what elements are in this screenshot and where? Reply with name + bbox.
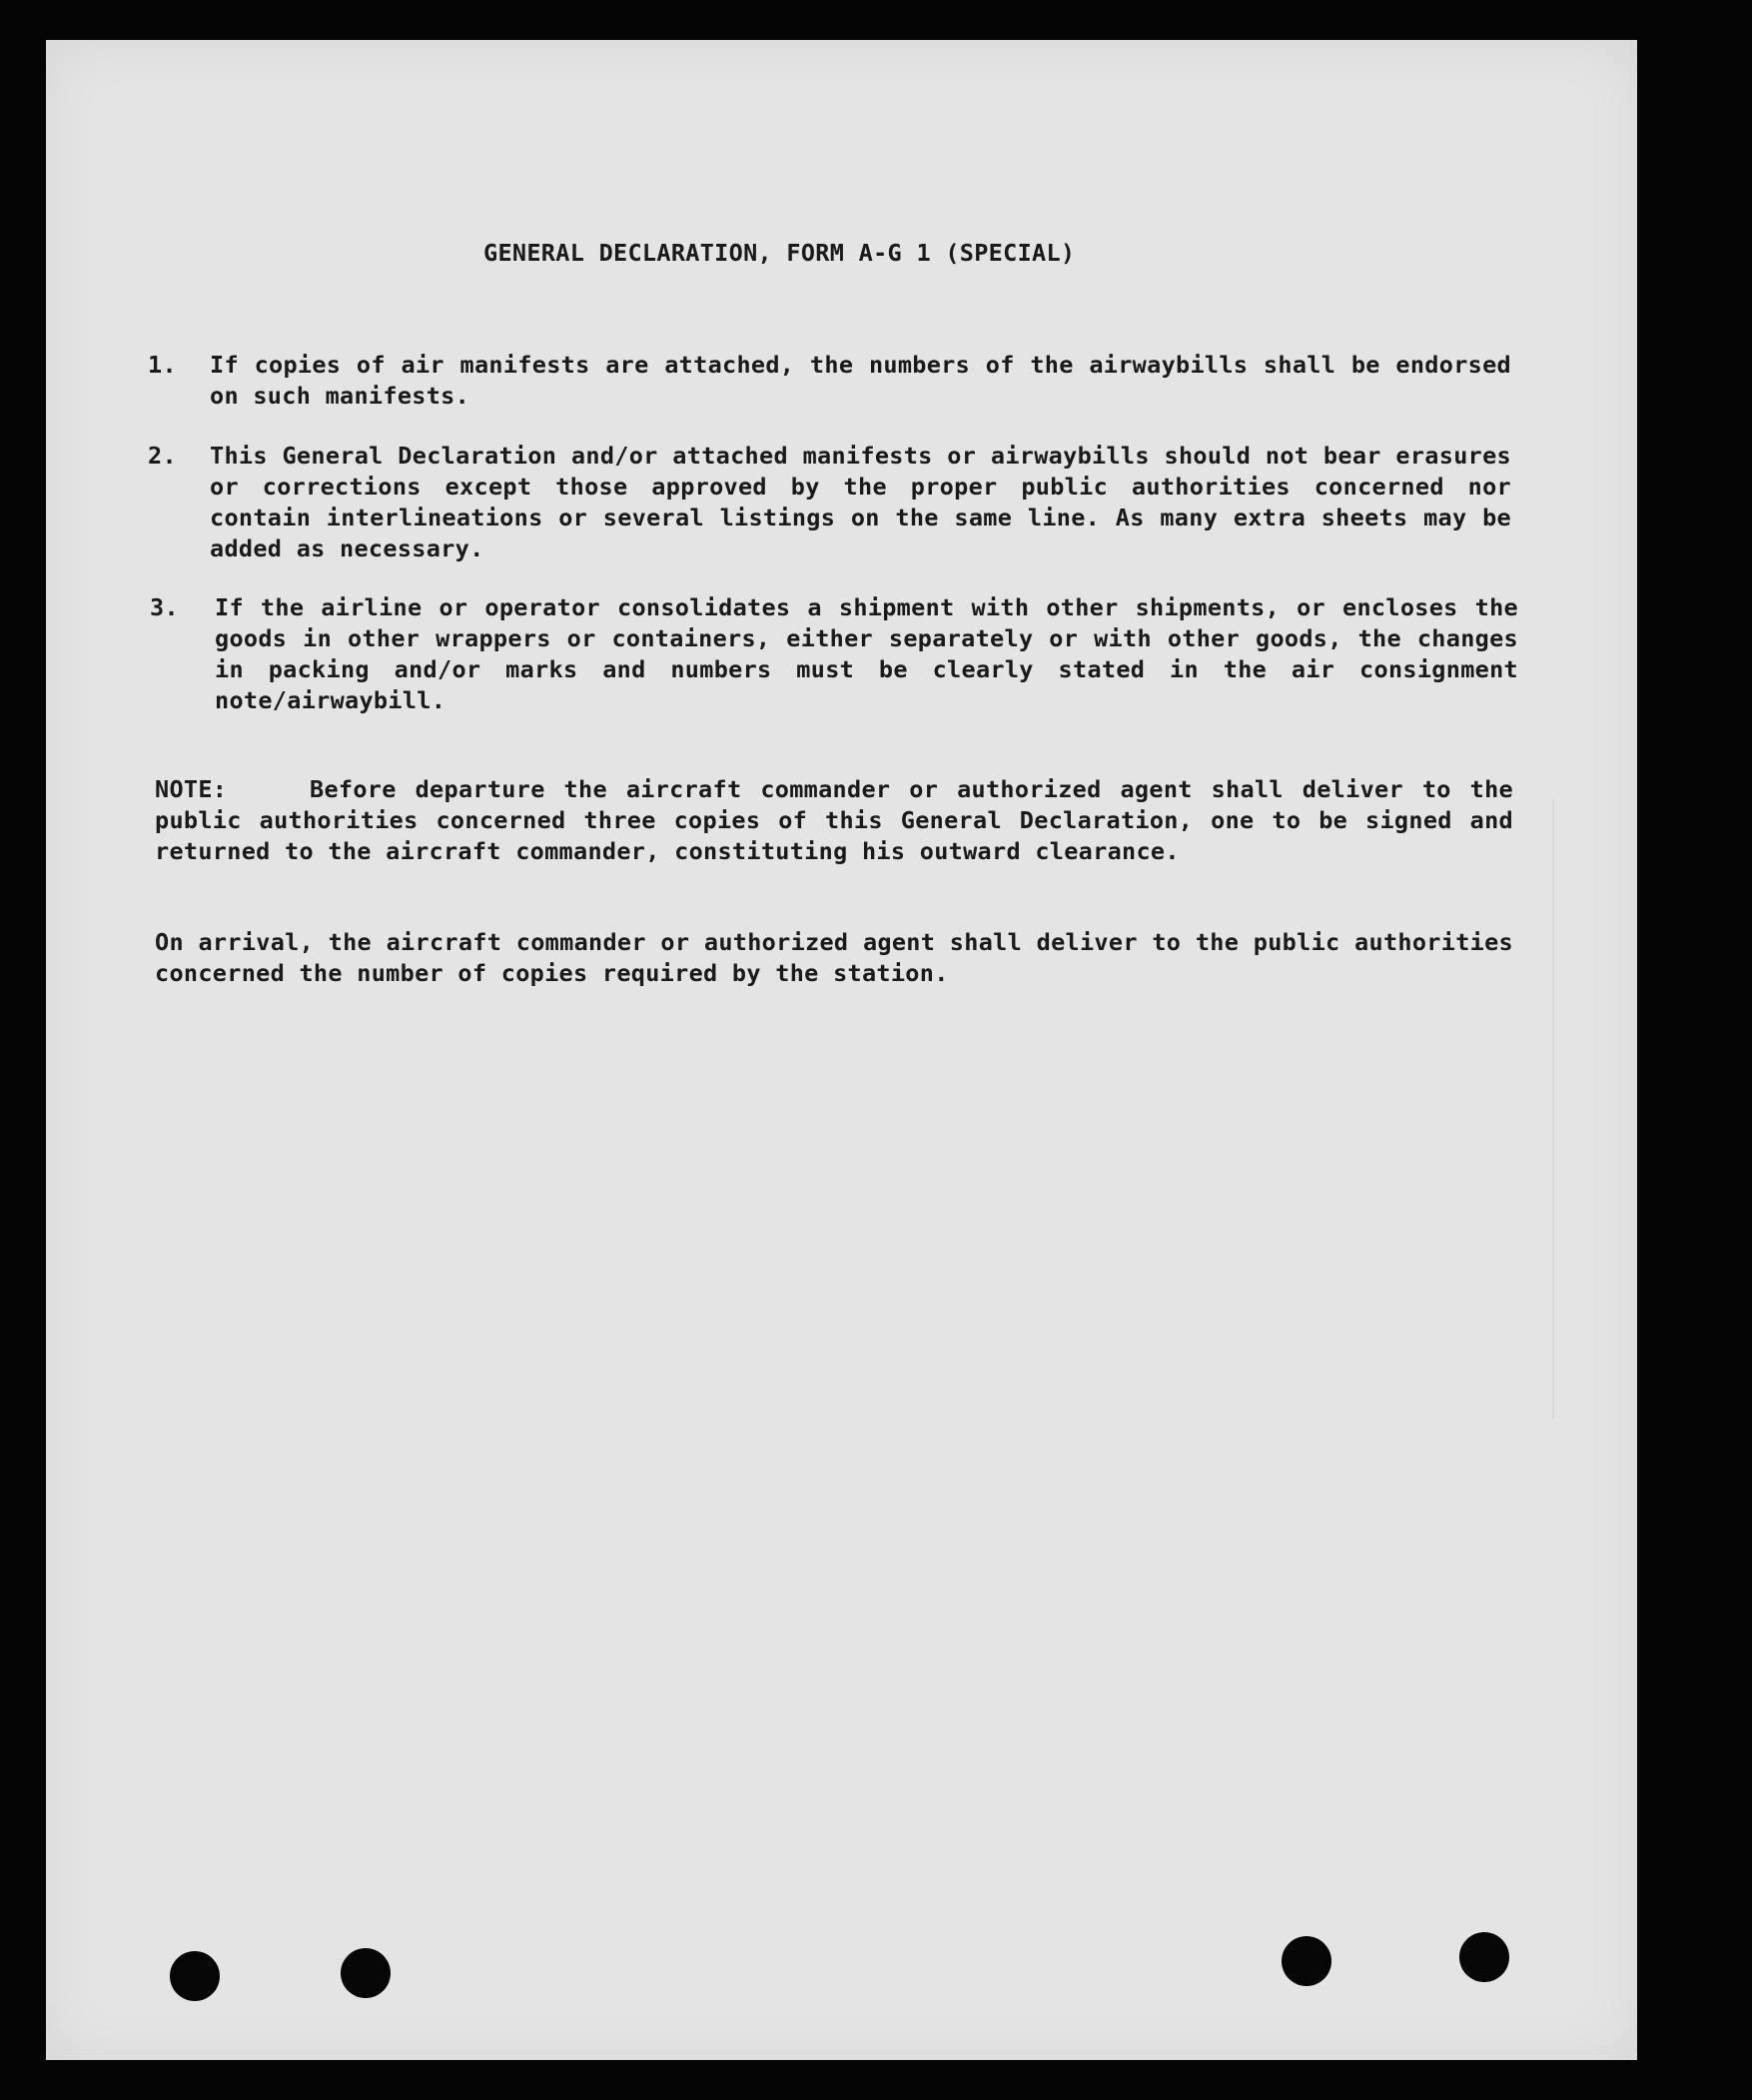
item-number: 1. bbox=[148, 351, 177, 379]
punch-hole bbox=[1459, 1932, 1509, 1982]
item-text: If the airline or operator consolidates a shipment with other shipments, or encloses the goods in other wrappers or containers, either separately or with other goods, the changes in packing and/or marks and numbers must be clearly stated in the air consignment note/airwaybill. bbox=[215, 593, 1518, 714]
item-number: 3. bbox=[150, 593, 179, 621]
note-text: Before departure the aircraft commander or authorized agent shall deliver to the public authorities concerned three copies of this General Declaration, one to be signed and returned to the aircraft commander, constituting his outward clearance. bbox=[155, 775, 1513, 865]
document-page bbox=[46, 40, 1637, 2060]
bleed-through-line bbox=[1552, 799, 1554, 1419]
item-text: This General Declaration and/or attached manifests or airwaybills should not bear erasures or corrections except those approved by the proper public authorities concerned nor contain interlineations or several listings on the same line. As many extra sheets may be added as necessary. bbox=[210, 442, 1511, 562]
arrival-paragraph: On arrival, the aircraft commander or authorized agent shall deliver to the public authorities concerned the number of copies required by the station. bbox=[155, 928, 1513, 987]
punch-hole bbox=[341, 1948, 391, 1998]
punch-hole bbox=[1282, 1936, 1331, 1986]
note-label: NOTE: bbox=[155, 775, 228, 803]
document-title: GENERAL DECLARATION, FORM A-G 1 (SPECIAL) bbox=[483, 239, 1076, 267]
item-number: 2. bbox=[148, 442, 177, 470]
item-text: If copies of air manifests are attached, the numbers of the airwaybills shall be endorsed on such manifests. bbox=[210, 351, 1511, 410]
punch-hole bbox=[170, 1951, 220, 2001]
note-paragraph bbox=[155, 774, 1513, 867]
